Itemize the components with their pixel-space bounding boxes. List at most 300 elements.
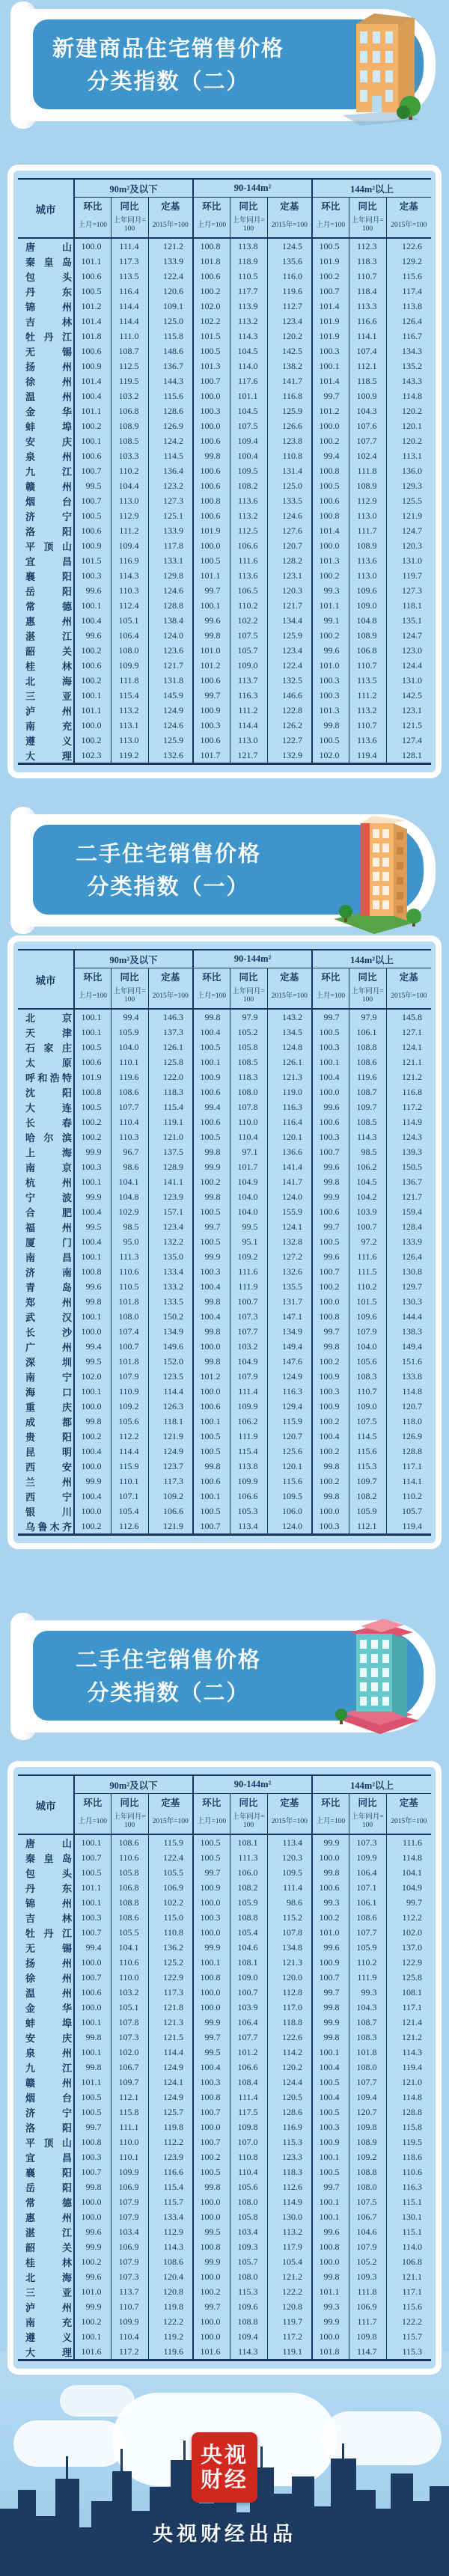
metric-header: 环比 bbox=[193, 968, 230, 985]
value-cell: 100.1 bbox=[74, 1025, 111, 1040]
value-cell: 138.4 bbox=[148, 613, 193, 628]
value-cell: 137.3 bbox=[148, 1025, 193, 1040]
value-cell: 100.5 bbox=[193, 1444, 230, 1459]
value-cell: 116.7 bbox=[386, 329, 431, 344]
value-cell: 101.2 bbox=[193, 1369, 230, 1384]
city-name: 岳阳 bbox=[25, 586, 72, 598]
city-name: 三亚 bbox=[25, 2287, 72, 2299]
value-cell: 119.0 bbox=[267, 1084, 312, 1099]
value-cell: 101.0 bbox=[312, 658, 349, 673]
metric-base: 2015年=100 bbox=[386, 1810, 431, 1834]
value-cell: 99.9 bbox=[312, 2314, 349, 2329]
value-cell: 108.2 bbox=[230, 1880, 267, 1895]
table-row bbox=[18, 2239, 431, 2254]
value-cell: 99.3 bbox=[349, 1985, 386, 2000]
value-cell: 134.8 bbox=[267, 1940, 312, 1955]
table-row bbox=[18, 1099, 431, 1114]
value-cell: 117.9 bbox=[267, 2239, 312, 2254]
value-cell: 121.3 bbox=[267, 1069, 312, 1084]
value-cell: 124.9 bbox=[148, 1444, 193, 1459]
value-cell: 99.9 bbox=[193, 2254, 230, 2269]
value-cell: 122.2 bbox=[148, 2314, 193, 2329]
value-cell: 113.2 bbox=[267, 2224, 312, 2239]
value-cell: 100.0 bbox=[312, 418, 349, 433]
table-row bbox=[18, 1294, 431, 1309]
value-cell: 108.5 bbox=[349, 1114, 386, 1129]
city-name: 南充 bbox=[25, 2317, 72, 2329]
value-cell: 104.8 bbox=[349, 613, 386, 628]
table-row bbox=[18, 1459, 431, 1474]
value-cell: 101.1 bbox=[74, 403, 111, 418]
city-name: 泸州 bbox=[25, 706, 72, 718]
city-name: 济南 bbox=[25, 1267, 72, 1279]
metric-base: 上年同月=100 bbox=[111, 984, 148, 1009]
table-row bbox=[18, 1324, 431, 1339]
value-cell: 113.3 bbox=[349, 299, 386, 314]
table-row bbox=[18, 1279, 431, 1294]
table-row bbox=[18, 1834, 431, 1850]
value-cell: 100.0 bbox=[193, 2209, 230, 2224]
value-cell: 118.4 bbox=[349, 284, 386, 299]
value-cell: 104.0 bbox=[111, 1040, 148, 1054]
value-cell: 121.1 bbox=[386, 2269, 431, 2284]
city-name: 牡丹江 bbox=[25, 1928, 72, 1940]
value-cell: 100.6 bbox=[193, 269, 230, 284]
value-cell: 106.9 bbox=[111, 2179, 148, 2194]
value-cell: 124.3 bbox=[386, 1129, 431, 1144]
value-cell: 120.8 bbox=[148, 2284, 193, 2299]
value-cell: 106.1 bbox=[349, 1025, 386, 1040]
value-cell: 105.9 bbox=[111, 1025, 148, 1040]
value-cell: 105.4 bbox=[111, 1504, 148, 1519]
value-cell: 107.9 bbox=[349, 1324, 386, 1339]
table-row bbox=[18, 2075, 431, 2090]
value-cell: 100.7 bbox=[74, 2164, 111, 2179]
value-cell: 126.2 bbox=[267, 718, 312, 733]
value-cell: 111.2 bbox=[111, 523, 148, 538]
value-cell: 110.7 bbox=[349, 1384, 386, 1399]
value-cell: 117.8 bbox=[148, 538, 193, 553]
value-cell: 114.8 bbox=[386, 1384, 431, 1399]
value-cell: 100.0 bbox=[74, 238, 111, 254]
value-cell: 108.5 bbox=[111, 433, 148, 448]
value-cell: 100.0 bbox=[193, 2119, 230, 2134]
metric-base: 上月=100 bbox=[193, 984, 230, 1009]
value-cell: 133.1 bbox=[148, 553, 193, 568]
value-cell: 131.0 bbox=[386, 673, 431, 688]
city-name: 福州 bbox=[25, 1222, 72, 1234]
value-cell: 99.7 bbox=[193, 583, 230, 598]
value-cell: 122.9 bbox=[148, 1970, 193, 1985]
value-cell: 104.1 bbox=[111, 1940, 148, 1955]
value-cell: 113.5 bbox=[349, 673, 386, 688]
value-cell: 120.5 bbox=[267, 2090, 312, 2105]
city-name: 郑州 bbox=[25, 1297, 72, 1309]
table-row bbox=[18, 2329, 431, 2344]
table-row bbox=[18, 1264, 431, 1279]
value-cell: 101.2 bbox=[230, 2045, 267, 2060]
value-cell: 116.9 bbox=[111, 553, 148, 568]
value-cell: 142.5 bbox=[386, 688, 431, 703]
table-row bbox=[18, 344, 431, 358]
building-illustration-icon bbox=[328, 807, 425, 936]
value-cell: 99.7 bbox=[312, 1985, 349, 2000]
value-cell: 105.1 bbox=[111, 2000, 148, 2015]
value-cell: 122.7 bbox=[267, 733, 312, 748]
metric-header: 环比 bbox=[312, 1794, 349, 1810]
value-cell: 115.4 bbox=[148, 1099, 193, 1114]
value-cell: 123.1 bbox=[267, 568, 312, 583]
value-cell: 107.5 bbox=[349, 2194, 386, 2209]
value-cell: 114.3 bbox=[230, 2344, 267, 2360]
value-cell: 100.7 bbox=[74, 1850, 111, 1865]
value-cell: 103.2 bbox=[230, 1339, 267, 1354]
value-cell: 121.2 bbox=[386, 1069, 431, 1084]
value-cell: 100.2 bbox=[312, 1474, 349, 1489]
value-cell: 99.7 bbox=[312, 1219, 349, 1234]
value-cell: 97.9 bbox=[230, 1009, 267, 1025]
city-name: 锦州 bbox=[25, 1898, 72, 1910]
metric-header: 定基 bbox=[148, 968, 193, 985]
value-cell: 120.2 bbox=[267, 329, 312, 344]
value-cell: 99.9 bbox=[74, 2299, 111, 2314]
city-name: 北京 bbox=[25, 1013, 72, 1025]
value-cell: 104.6 bbox=[349, 2224, 386, 2239]
value-cell: 116.4 bbox=[111, 284, 148, 299]
table-row bbox=[18, 329, 431, 344]
value-cell: 133.9 bbox=[386, 1234, 431, 1249]
value-cell: 100.1 bbox=[312, 2194, 349, 2209]
value-cell: 101.2 bbox=[193, 658, 230, 673]
table-row bbox=[18, 1474, 431, 1489]
value-cell: 141.7 bbox=[267, 1174, 312, 1189]
value-cell: 99.8 bbox=[193, 1324, 230, 1339]
value-cell: 99.7 bbox=[193, 1219, 230, 1234]
table-row bbox=[18, 2344, 431, 2360]
value-cell: 99.8 bbox=[74, 2179, 111, 2194]
value-cell: 133.9 bbox=[148, 523, 193, 538]
table-panel bbox=[13, 171, 436, 772]
value-cell: 114.3 bbox=[349, 1129, 386, 1144]
value-cell: 126.4 bbox=[386, 314, 431, 329]
city-name: 西安 bbox=[25, 1462, 72, 1474]
value-cell: 100.2 bbox=[312, 433, 349, 448]
value-cell: 99.7 bbox=[312, 2179, 349, 2194]
value-cell: 100.5 bbox=[74, 1099, 111, 1114]
city-name: 赣州 bbox=[25, 2078, 72, 2090]
table-row bbox=[18, 314, 431, 329]
value-cell: 119.7 bbox=[267, 2314, 312, 2329]
value-cell: 100.9 bbox=[312, 2134, 349, 2149]
value-cell: 101.1 bbox=[74, 254, 111, 269]
city-name: 泸州 bbox=[25, 2302, 72, 2314]
value-cell: 108.6 bbox=[111, 1910, 148, 1925]
table-row bbox=[18, 2194, 431, 2209]
city-name: 吉林 bbox=[25, 317, 72, 329]
value-cell: 135.2 bbox=[386, 358, 431, 373]
table-row bbox=[18, 1489, 431, 1504]
value-cell: 100.6 bbox=[74, 523, 111, 538]
value-cell: 100.3 bbox=[312, 1519, 349, 1535]
value-cell: 108.0 bbox=[230, 2269, 267, 2284]
table-row bbox=[18, 2179, 431, 2194]
value-cell: 102.0 bbox=[193, 299, 230, 314]
value-cell: 111.9 bbox=[230, 1429, 267, 1444]
city-name: 蚌埠 bbox=[25, 421, 72, 433]
value-cell: 131.0 bbox=[386, 553, 431, 568]
value-cell: 99.8 bbox=[312, 2000, 349, 2015]
value-cell: 123.5 bbox=[148, 1369, 193, 1384]
table-row bbox=[18, 1159, 431, 1174]
value-cell: 104.6 bbox=[230, 1940, 267, 1955]
value-cell: 105.3 bbox=[230, 1504, 267, 1519]
value-cell: 110.2 bbox=[349, 1279, 386, 1294]
section-title bbox=[45, 838, 292, 903]
value-cell: 124.1 bbox=[267, 1219, 312, 1234]
value-cell: 99.8 bbox=[74, 2060, 111, 2075]
value-cell: 117.5 bbox=[230, 2105, 267, 2119]
value-cell: 100.3 bbox=[312, 1384, 349, 1399]
value-cell: 100.2 bbox=[74, 1429, 111, 1444]
value-cell: 108.0 bbox=[349, 2179, 386, 2194]
city-name: 温州 bbox=[25, 1988, 72, 2000]
value-cell: 107.7 bbox=[349, 1925, 386, 1940]
value-cell: 100.1 bbox=[74, 1384, 111, 1399]
value-cell: 100.3 bbox=[312, 673, 349, 688]
value-cell: 104.5 bbox=[230, 403, 267, 418]
value-cell: 143.2 bbox=[267, 1009, 312, 1025]
value-cell: 99.8 bbox=[312, 1174, 349, 1189]
value-cell: 100.3 bbox=[74, 1159, 111, 1174]
city-name: 南宁 bbox=[25, 1372, 72, 1384]
metric-base: 上月=100 bbox=[74, 984, 111, 1009]
value-cell: 99.8 bbox=[193, 1294, 230, 1309]
value-cell: 100.7 bbox=[74, 463, 111, 478]
table-row bbox=[18, 418, 431, 433]
metric-base: 上年同月=100 bbox=[349, 1810, 386, 1834]
metric-header: 环比 bbox=[193, 1794, 230, 1810]
value-cell: 106.7 bbox=[111, 2060, 148, 2075]
value-cell: 100.7 bbox=[349, 1219, 386, 1234]
value-cell: 102.4 bbox=[349, 448, 386, 463]
table-row bbox=[18, 2149, 431, 2164]
table-row bbox=[18, 299, 431, 314]
value-cell: 107.3 bbox=[111, 2269, 148, 2284]
value-cell: 95.0 bbox=[111, 1234, 148, 1249]
value-cell: 116.3 bbox=[230, 688, 267, 703]
value-cell: 107.9 bbox=[230, 1369, 267, 1384]
value-cell: 124.4 bbox=[267, 2075, 312, 2090]
value-cell: 100.2 bbox=[312, 1444, 349, 1459]
value-cell: 100.0 bbox=[193, 1985, 230, 2000]
value-cell: 107.4 bbox=[111, 1324, 148, 1339]
table-panel bbox=[13, 941, 436, 1543]
value-cell: 114.4 bbox=[230, 718, 267, 733]
value-cell: 100.1 bbox=[74, 1834, 111, 1850]
value-cell: 100.9 bbox=[74, 358, 111, 373]
value-cell: 109.9 bbox=[111, 2164, 148, 2179]
value-cell: 101.1 bbox=[74, 1880, 111, 1895]
value-cell: 118.3 bbox=[148, 1084, 193, 1099]
value-cell: 100.4 bbox=[74, 388, 111, 403]
value-cell: 99.6 bbox=[312, 2224, 349, 2239]
value-cell: 137.5 bbox=[148, 1144, 193, 1159]
value-cell: 109.6 bbox=[230, 2299, 267, 2314]
value-cell: 121.2 bbox=[148, 238, 193, 254]
value-cell: 100.5 bbox=[312, 2164, 349, 2179]
value-cell: 109.9 bbox=[349, 1850, 386, 1865]
value-cell: 115.0 bbox=[148, 1910, 193, 1925]
city-name: 安庆 bbox=[25, 2033, 72, 2045]
value-cell: 100.5 bbox=[74, 2105, 111, 2119]
value-cell: 119.8 bbox=[148, 2299, 193, 2314]
value-cell: 117.2 bbox=[386, 1099, 431, 1114]
logo-text-line1: 央视 bbox=[200, 2441, 248, 2467]
city-name: 遵义 bbox=[25, 736, 72, 748]
value-cell: 99.6 bbox=[74, 2269, 111, 2284]
table-row bbox=[18, 254, 431, 269]
metric-header: 环比 bbox=[74, 1794, 111, 1810]
value-cell: 113.0 bbox=[349, 508, 386, 523]
value-cell: 131.8 bbox=[148, 673, 193, 688]
value-cell: 129.2 bbox=[386, 254, 431, 269]
value-cell: 99.7 bbox=[193, 1865, 230, 1880]
value-cell: 100.1 bbox=[193, 1054, 230, 1069]
value-cell: 149.4 bbox=[267, 1339, 312, 1354]
metric-base: 2015年=100 bbox=[148, 1810, 193, 1834]
value-cell: 132.9 bbox=[267, 748, 312, 764]
value-cell: 136.0 bbox=[386, 463, 431, 478]
value-cell: 122.2 bbox=[267, 2284, 312, 2299]
value-cell: 98.6 bbox=[267, 1895, 312, 1910]
value-cell: 100.0 bbox=[193, 538, 230, 553]
value-cell: 107.4 bbox=[349, 344, 386, 358]
value-cell: 124.9 bbox=[148, 2090, 193, 2105]
value-cell: 100.5 bbox=[312, 733, 349, 748]
price-table-secondhand-2 bbox=[18, 1774, 431, 2361]
value-cell: 100.2 bbox=[193, 2149, 230, 2164]
value-cell: 125.9 bbox=[267, 403, 312, 418]
table-row bbox=[18, 2090, 431, 2105]
value-cell: 100.8 bbox=[312, 508, 349, 523]
table-row bbox=[18, 1895, 431, 1910]
metric-base: 2015年=100 bbox=[148, 213, 193, 238]
value-cell: 106.6 bbox=[230, 2060, 267, 2075]
value-cell: 100.5 bbox=[312, 478, 349, 493]
city-name: 丹东 bbox=[25, 287, 72, 299]
value-cell: 120.2 bbox=[386, 433, 431, 448]
value-cell: 100.8 bbox=[312, 463, 349, 478]
value-cell: 100.2 bbox=[74, 673, 111, 688]
value-cell: 108.1 bbox=[386, 1985, 431, 2000]
value-cell: 100.0 bbox=[74, 2000, 111, 2015]
value-cell: 99.6 bbox=[312, 1099, 349, 1114]
value-cell: 122.4 bbox=[148, 1850, 193, 1865]
value-cell: 100.7 bbox=[193, 1519, 230, 1535]
table-row bbox=[18, 2119, 431, 2134]
value-cell: 100.3 bbox=[193, 403, 230, 418]
table-row bbox=[18, 538, 431, 553]
value-cell: 104.1 bbox=[386, 1865, 431, 1880]
value-cell: 128.8 bbox=[148, 598, 193, 613]
value-cell: 104.0 bbox=[349, 1339, 386, 1354]
logo-text-line2: 财经 bbox=[200, 2467, 248, 2492]
city-name: 大理 bbox=[25, 2347, 72, 2359]
city-name: 唐山 bbox=[25, 1838, 72, 1850]
city-name: 安庆 bbox=[25, 436, 72, 448]
value-cell: 127.3 bbox=[148, 493, 193, 508]
city-name: 三亚 bbox=[25, 691, 72, 703]
value-cell: 110.2 bbox=[349, 1955, 386, 1970]
value-cell: 104.9 bbox=[230, 1354, 267, 1369]
value-cell: 100.0 bbox=[193, 2269, 230, 2284]
value-cell: 109.0 bbox=[349, 1399, 386, 1414]
value-cell: 100.6 bbox=[193, 1114, 230, 1129]
metric-base: 2015年=100 bbox=[386, 984, 431, 1009]
value-cell: 112.1 bbox=[349, 358, 386, 373]
value-cell: 99.8 bbox=[74, 2030, 111, 2045]
value-cell: 114.8 bbox=[386, 388, 431, 403]
value-cell: 123.9 bbox=[148, 2149, 193, 2164]
value-cell: 100.9 bbox=[349, 388, 386, 403]
section-title-line1: 二手住宅销售价格 bbox=[75, 840, 261, 867]
value-cell: 132.2 bbox=[148, 1234, 193, 1249]
column-group-header: 90-144m² bbox=[193, 179, 312, 198]
value-cell: 113.2 bbox=[230, 508, 267, 523]
table-row bbox=[18, 643, 431, 658]
value-cell: 117.4 bbox=[386, 284, 431, 299]
value-cell: 123.6 bbox=[148, 643, 193, 658]
value-cell: 99.4 bbox=[111, 1009, 148, 1025]
value-cell: 136.7 bbox=[386, 1174, 431, 1189]
city-name: 吉林 bbox=[25, 1913, 72, 1925]
city-name: 呼和浩特 bbox=[25, 1072, 72, 1084]
value-cell: 100.1 bbox=[74, 598, 111, 613]
value-cell: 108.9 bbox=[349, 628, 386, 643]
value-cell: 99.3 bbox=[312, 583, 349, 598]
metric-base: 上月=100 bbox=[312, 1810, 349, 1834]
value-cell: 97.2 bbox=[349, 1234, 386, 1249]
value-cell: 124.6 bbox=[267, 508, 312, 523]
value-cell: 108.0 bbox=[230, 2194, 267, 2209]
value-cell: 107.9 bbox=[111, 2194, 148, 2209]
value-cell: 107.8 bbox=[111, 2015, 148, 2030]
city-name: 哈尔滨 bbox=[25, 1132, 72, 1144]
value-cell: 129.8 bbox=[148, 568, 193, 583]
value-cell: 118.1 bbox=[148, 1414, 193, 1429]
value-cell: 106.4 bbox=[111, 628, 148, 643]
table-row bbox=[18, 1880, 431, 1895]
value-cell: 101.6 bbox=[193, 2344, 230, 2360]
table-row bbox=[18, 1399, 431, 1414]
value-cell: 109.7 bbox=[349, 1474, 386, 1489]
value-cell: 144.4 bbox=[386, 1309, 431, 1324]
city-name: 无锡 bbox=[25, 347, 72, 358]
value-cell: 129.7 bbox=[386, 1279, 431, 1294]
city-name: 平顶山 bbox=[25, 541, 72, 553]
value-cell: 99.9 bbox=[312, 1834, 349, 1850]
table-row bbox=[18, 2045, 431, 2060]
value-cell: 100.7 bbox=[74, 1970, 111, 1985]
section-title-line1: 新建商品住宅销售价格 bbox=[52, 35, 284, 61]
table-row bbox=[18, 1309, 431, 1324]
city-name: 锦州 bbox=[25, 302, 72, 314]
table-row bbox=[18, 1369, 431, 1384]
value-cell: 118.3 bbox=[349, 254, 386, 269]
value-cell: 100.5 bbox=[312, 2075, 349, 2090]
value-cell: 113.0 bbox=[111, 493, 148, 508]
value-cell: 110.2 bbox=[386, 1489, 431, 1504]
